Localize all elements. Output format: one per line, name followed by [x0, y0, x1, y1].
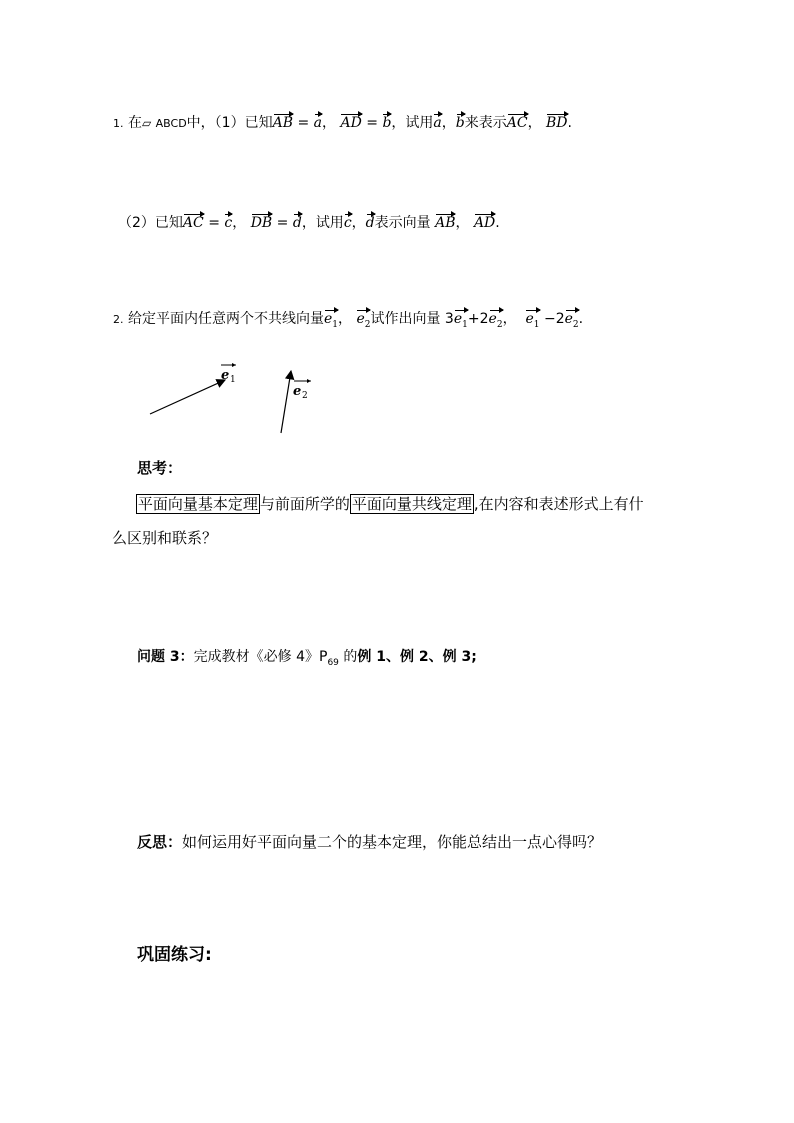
vector-e1-arrow — [150, 380, 225, 414]
q1-to-represent: 来表示 — [464, 115, 507, 131]
vector-e1: $e_1$ — [324, 309, 338, 335]
vector-bd: BD — [546, 115, 568, 131]
q1-part1-label: （1）已知 — [214, 115, 273, 131]
vector-db: DB — [250, 215, 273, 231]
q1-in-word: 中， — [186, 115, 215, 131]
think-connector: 与前面所学的 — [259, 495, 350, 513]
q1-shape-name: ABCD — [155, 117, 187, 130]
problem3-label: 问题 3： — [137, 649, 194, 665]
svg-text:1: 1 — [230, 375, 236, 385]
q2-text: 给定平面内任意两个不共线向量 — [127, 311, 324, 327]
vector-b-ref: b — [455, 115, 465, 131]
term-collinear-theorem: 平面向量共线定理 — [351, 495, 472, 513]
vector-c-ref: c — [343, 215, 352, 231]
reflection — [137, 832, 602, 852]
vector-ab: AB — [272, 115, 293, 131]
vector-e2: $e_2$ — [356, 309, 370, 335]
q1-number: 1. — [113, 117, 124, 130]
vector-ad-2: AD — [473, 215, 496, 231]
practice-title: 巩固练习: — [137, 945, 212, 965]
vector-b: b — [382, 115, 392, 131]
svg-text:2: 2 — [302, 391, 308, 401]
problem3-de: 的 — [338, 649, 358, 665]
vector-d: d — [292, 215, 302, 231]
q1-part2-label: （2）已知 — [118, 215, 183, 231]
q1-part1: 1. 在▱ ABCD中，（1）已知AB = a， AD = b，试用a，b来表示AC， BD. — [113, 115, 572, 131]
term-basic-theorem: 平面向量基本定理 — [137, 495, 258, 513]
think-rest-2: 么区别和联系？ — [112, 529, 218, 547]
reflection-label: 反思： — [137, 833, 183, 851]
vector-e2-arrow — [281, 371, 291, 433]
think-paragraph — [112, 487, 682, 555]
q1-part2: （2）已知AC = c， DB = d，试用c，d表示向量 AB， AD. — [118, 215, 500, 231]
q1-try-use: 试用 — [405, 115, 434, 131]
svg-text:e: e — [293, 384, 302, 399]
reflection-text: 如何运用好平面向量二个的基本定理，你能总结出一点心得吗？ — [182, 833, 603, 851]
label-e2 — [293, 379, 311, 401]
vector-e1-b: $e_1$ — [454, 309, 468, 335]
problem3 — [137, 647, 477, 673]
problem3-examples: 例 1、例 2、例 3; — [357, 649, 477, 665]
vector-e2-b: $e_2$ — [489, 309, 503, 335]
q2-number: 2. — [113, 313, 124, 326]
vector-a-ref: a — [433, 115, 442, 131]
think-rest-1: ,在内容和表述形式上有什 — [473, 495, 644, 513]
vector-figure — [140, 360, 340, 440]
vector-ac: AC — [506, 115, 528, 131]
parallelogram-icon: ▱ — [141, 116, 152, 130]
q1-try-use-2: 试用 — [315, 215, 344, 231]
q2-try-draw: 试作出向量 — [370, 311, 441, 327]
think-title: 思考： — [137, 459, 183, 477]
vector-ab-2: AB — [435, 215, 456, 231]
vector-ad: AD — [340, 115, 362, 131]
problem3-page: 69 — [327, 657, 339, 668]
q2: 2. 给定平面内任意两个不共线向量$e_1$， $e_2$试作出向量 $3e_1+2e_2$， $e_1 -2e_2$. — [113, 309, 583, 335]
q1-represent-vectors: 表示向量 — [374, 215, 431, 231]
vector-e2-c: $e_2$ — [565, 309, 579, 335]
vector-d-ref: d — [365, 215, 375, 231]
vector-a: a — [313, 115, 322, 131]
vector-e1-c: $e_1$ — [525, 309, 539, 335]
problem3-text: 完成教材《必修 4》P — [193, 649, 328, 665]
q1-prefix: 在 — [127, 115, 142, 131]
vector-ac-2: AC — [182, 215, 204, 231]
label-e1 — [221, 363, 236, 385]
vector-c: c — [224, 215, 233, 231]
svg-text:e: e — [221, 368, 230, 383]
